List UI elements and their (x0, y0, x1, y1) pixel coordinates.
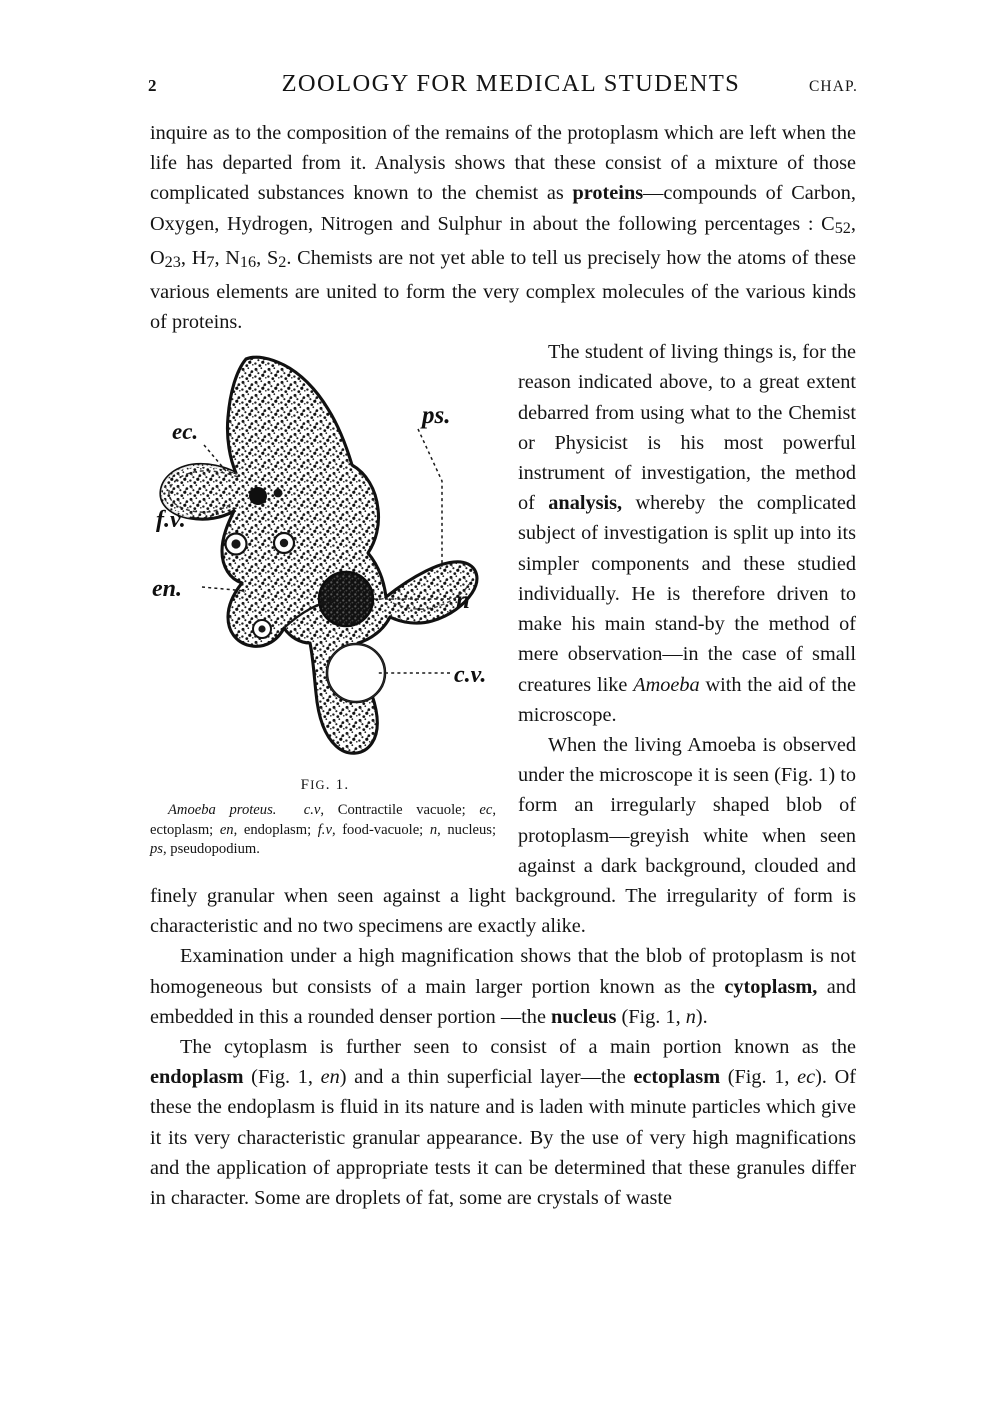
figure-label-fv: f.v. (156, 507, 186, 534)
caption-key-ps: ps (150, 841, 163, 858)
ref-italic-en: en (320, 1066, 340, 1089)
term-proteins: proteins (572, 182, 644, 205)
formula-n-label: , N (214, 246, 240, 269)
figure-label-en: en. (152, 576, 182, 603)
caption-sep-cv: , (320, 802, 338, 819)
caption-text-ps: pseudopodium. (170, 841, 260, 858)
figure-label-ps: ps. (422, 402, 451, 430)
chapter-marker: CHAP. (808, 78, 858, 95)
paragraph-5 (150, 1032, 856, 1213)
p5-part-e: ). Of these the endoplasm is fluid in its nature and is laden with minute particles which give it its very characteristic granular appearance. By the use of very high magnifications and the application of appropriate tests it can be determined that these granules differ in character. Some are droplets of fat, some are crystals of waste (150, 1066, 856, 1209)
caption-key-n: n (429, 821, 438, 838)
page-number: 2 (148, 76, 157, 95)
paragraph-1 (150, 118, 856, 337)
formula-n-value: 16 (239, 252, 257, 271)
figure-caption (150, 801, 500, 860)
p5-part-b: (Fig. 1, (243, 1066, 321, 1089)
p4-part-b: and embedded in this a rounded denser portion —the (150, 975, 856, 1028)
nucleus-structure (319, 572, 373, 626)
body-text (150, 118, 856, 1213)
caption-sep-ps: , (162, 841, 171, 858)
term-cytoplasm: cytoplasm, (724, 975, 818, 998)
running-title: ZOOLOGY FOR MEDICAL STUDENTS (281, 70, 741, 97)
p2-part-b: whereby the complicated subject of investigation is split up into its simpler components and these studied individually. He is therefore driven to make his main stand-by the method of mere observation—in the case of small creatures like (518, 492, 856, 696)
p5-part-c: ) and a thin superficial layer—the (339, 1066, 634, 1089)
caption-key-en: en (219, 821, 234, 838)
figure-number-value: . 1. (325, 777, 350, 794)
contractile-vacuole-structure (327, 644, 385, 702)
p1-part-a: inquire as to the composition of the remains of the protoplasm which are left when the life has departed from it. Analysis shows that these consist of a mixture of those complicated substances known to the chemist as (150, 122, 856, 205)
caption-sep-fv: , (331, 821, 343, 838)
caption-key-fv: f.v (317, 821, 332, 838)
caption-text-ec: ectoplasm; (150, 821, 220, 838)
figure-number-f: F (300, 777, 311, 794)
p5-part-a: The cytoplasm is further seen to consist of a main portion known as the (180, 1035, 856, 1058)
caption-subject: Amoeba proteus. (168, 802, 277, 819)
term-ectoplasm: ectoplasm (633, 1066, 721, 1089)
formula-h-value: 7 (206, 252, 215, 271)
caption-sep-en: , (233, 821, 244, 838)
caption-key-cv: c.v (303, 802, 321, 819)
formula-h-label: , H (180, 246, 207, 269)
formula-terminator: . (286, 246, 292, 269)
formula-c-value: 52 (834, 218, 851, 237)
caption-sep-ec: , (492, 802, 497, 819)
paragraph-4 (150, 941, 856, 1032)
running-head (148, 70, 858, 104)
dark-granule (249, 487, 267, 505)
caption-text-fv: food-vacuole; (342, 821, 430, 838)
p1-part-c: Chemists are not yet able to tell us precisely how the atoms of these various elements are united to form the very complex molecules of the various kinds of proteins. (150, 246, 856, 334)
figure-label-n: n (456, 587, 470, 615)
caption-text-en: endoplasm; (243, 821, 318, 838)
p5-part-d: (Fig. 1, (720, 1066, 798, 1089)
small-granule (274, 489, 283, 498)
formula-s-label: , S (256, 246, 279, 269)
leader-line-ps (418, 429, 442, 567)
p4-part-d: ). (695, 1005, 708, 1028)
caption-text-cv: Contractile vacuole; (337, 802, 480, 819)
amoeba-illustration (150, 341, 500, 781)
figure-label-cv: c.v. (454, 662, 487, 689)
term-analysis: analysis, (548, 492, 623, 515)
p2-part-a: The student of living things is, for the reason indicated above, to a great extent debarred from using what to the Chemist or Physicist is his most powerful instrument of investigation, the method of (518, 341, 856, 515)
formula-o-value: 23 (164, 252, 181, 271)
figure-label-ec: ec. (172, 419, 199, 445)
formula-o-label: , O (150, 212, 856, 269)
term-amoeba-italic: Amoeba (633, 673, 700, 696)
ref-italic-ec: ec (797, 1066, 816, 1089)
p4-part-a: Examination under a high magnification shows that the blob of protoplasm is not homogeneous but consists of a main larger portion known as the (150, 945, 856, 998)
p3-part-a: When the living Amoeba is observed under the microscope it is seen (Fig. 1) to form an irregularly shaped blob of protoplasm—greyish white when seen against a dark background, clouded and finely granular when seen against a light background. The irregularity of form is characteristic and no two specimens are exactly alike. (150, 733, 856, 938)
p4-part-c: (Fig. 1, (616, 1005, 686, 1028)
figure-1 (150, 341, 500, 860)
caption-sep-n: , (437, 821, 448, 838)
term-endoplasm: endoplasm (150, 1066, 244, 1089)
term-nucleus: nucleus (551, 1005, 617, 1028)
ref-italic-n: n (685, 1005, 696, 1028)
p1-part-b: —compounds of Carbon, Oxygen, Hydrogen, Nitrogen and Sulphur in about the following percentages : C (150, 182, 856, 235)
p2-part-c: with the aid of the microscope. (518, 673, 856, 726)
figure-number-ig: IG (310, 778, 326, 793)
caption-key-ec: ec (479, 802, 493, 819)
formula-s-value: 2 (278, 252, 287, 271)
caption-text-n: nucleus; (447, 821, 497, 838)
